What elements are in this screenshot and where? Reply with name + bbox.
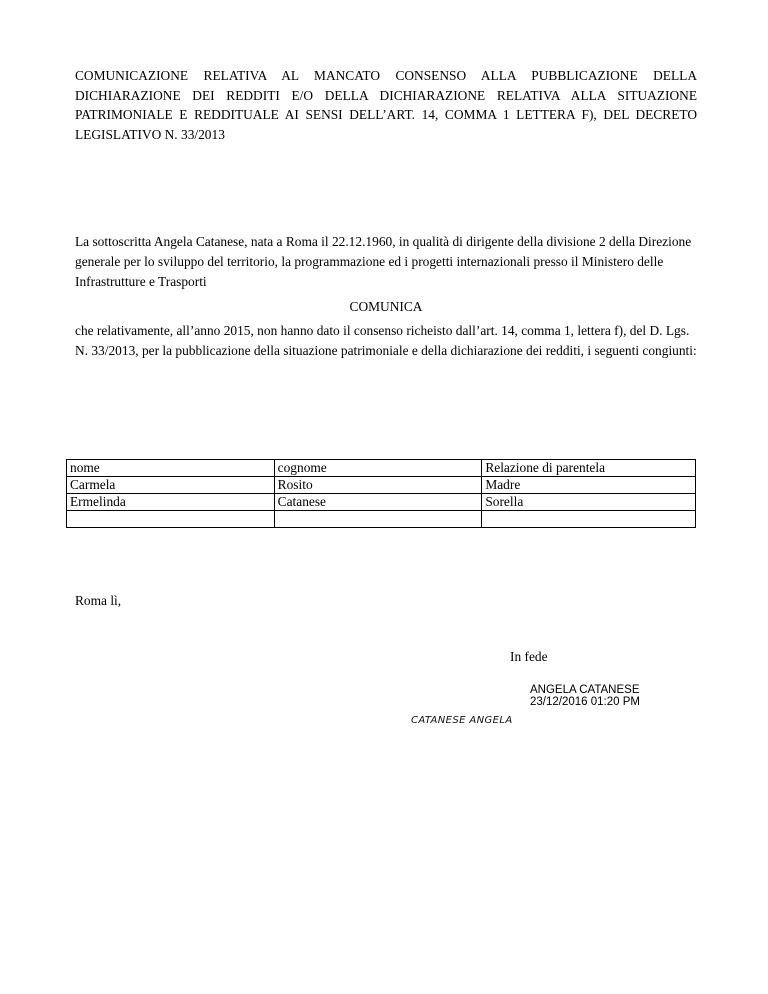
intro-paragraph: La sottoscritta Angela Catanese, nata a Roma il 22.12.1960, in qualità di dirigente della divisione 2 della Direzione generale per lo sviluppo del territorio, la programmazione ed i progetti internazionali presso il Ministero delle Infrastrutture e Trasporti xyxy=(75,234,692,289)
signature-timestamp: 23/12/2016 01:20 PM xyxy=(530,696,640,708)
header-cell-relazione: Relazione di parentela xyxy=(482,460,696,477)
table-cell: Ermelinda xyxy=(67,494,275,511)
body-paragraph: che relativamente, all’anno 2015, non hanno dato il consenso richeisto dall’art. 14, comma 1, lettera f), del D. Lgs. N. 33/2013, per la pubblicazione della situazione patrimoniale e della dichiarazione dei redditi, i seguenti congiunti: xyxy=(75,323,697,358)
table-row xyxy=(67,477,696,494)
table-row xyxy=(67,494,696,511)
signer-name: ANGELA CATANESE xyxy=(530,684,640,696)
closing-in-fede: In fede xyxy=(510,649,548,664)
table-cell xyxy=(482,511,696,528)
document-title: COMUNICAZIONE RELATIVA AL MANCATO CONSENSO ALLA PUBBLICAZIONE DELLA DICHIARAZIONE DEI REDDITI E/O DELLA DICHIARAZIONE RELATIVA ALLA SITUAZIONE PATRIMONIALE E REDDITUALE AI SENSI DELL’ART. 14, COMMA 1 LETTERA F), DEL DECRETO LEGISLATIVO N. 33/2013 xyxy=(75,68,697,142)
table-cell xyxy=(67,511,275,528)
table-row xyxy=(67,511,696,528)
handwritten-signature: CATANESE ANGELA xyxy=(411,715,513,726)
table-header-row xyxy=(67,460,696,477)
place-date-line: Roma lì, xyxy=(75,593,122,608)
table-cell: Madre xyxy=(482,477,696,494)
comunica-heading: COMUNICA xyxy=(349,299,423,314)
table-cell: Carmela xyxy=(67,477,275,494)
table-cell: Sorella xyxy=(482,494,696,511)
table-cell xyxy=(274,511,482,528)
digital-signature-block xyxy=(530,684,640,708)
header-cell-nome: nome xyxy=(67,460,275,477)
table-cell: Catanese xyxy=(274,494,482,511)
relatives-table xyxy=(66,459,696,528)
table-cell: Rosito xyxy=(274,477,482,494)
header-cell-cognome: cognome xyxy=(274,460,482,477)
